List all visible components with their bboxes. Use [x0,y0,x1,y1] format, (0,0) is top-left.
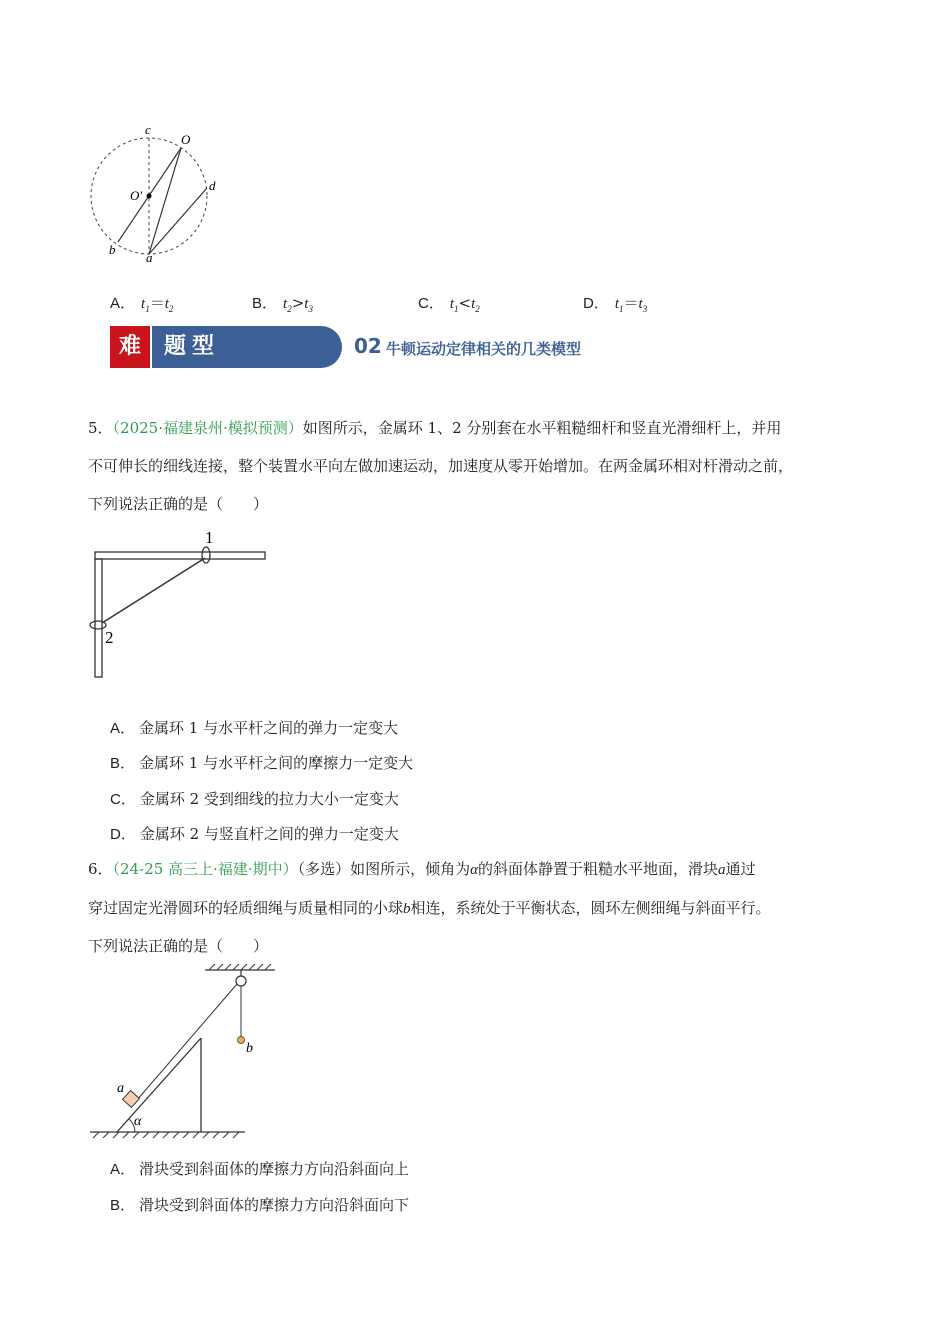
q5-option-c[interactable]: C． 金属环 2 受到细线的拉力大小一定变大 [110,790,399,808]
q6-number: 6． [88,860,113,878]
rings-rod-figure [85,525,275,685]
label-ring-1: 1 [205,528,214,547]
q6-line1: 6．（24-25 高三上·福建·期中）（多选）如图所示，倾角为α的斜面体静置于粗糙水平地面，滑块a通过 [88,860,756,878]
label-b: b [109,242,116,257]
circle-chord-figure [85,120,225,265]
label-block-a: a [117,1081,124,1096]
label-ring-2: 2 [105,628,114,647]
q5-option-a[interactable]: A． 金属环 1 与水平杆之间的弹力一定变大 [110,719,399,737]
label-O-prime: O′ [130,188,143,203]
q4-option-b[interactable]: B． $t_2>t_3$ [252,294,313,314]
q4-option-d[interactable]: D． $t_1=t_3$ [583,294,648,314]
label-d: d [209,178,216,193]
q6-line3: 下列说法正确的是（ ） [88,937,269,955]
q4-option-a[interactable]: A． $t_1=t_2$ [110,294,174,314]
q6-option-a[interactable]: A． 滑块受到斜面体的摩擦力方向沿斜面向上 [110,1160,410,1178]
q5-line2: 不可伸长的细线连接，整个装置水平向左做加速运动，加速度从零开始增加。在两金属环相对杆滑动之前， [88,457,794,475]
q6-option-b[interactable]: B． 滑块受到斜面体的摩擦力方向沿斜面向下 [110,1196,410,1214]
section-banner [110,326,630,368]
q5-number: 5． [88,419,113,437]
q5-option-d[interactable]: D． 金属环 2 与竖直杆之间的弹力一定变大 [110,825,399,843]
label-c: c [145,122,151,137]
difficulty-badge: 难 [110,326,150,368]
q5-option-b[interactable]: B． 金属环 1 与水平杆之间的摩擦力一定变大 [110,754,414,772]
q6-source: （24-25 高三上·福建·期中） [112,860,298,878]
label-O: O [181,132,191,147]
section-title: 牛顿运动定律相关的几类模型 [386,340,582,358]
q5-line1: 5．（2025·福建泉州·模拟预测）如图所示，金属环 1、2 分别套在水平粗糙细杆和竖直光滑细杆上，并用 [88,419,782,437]
q4-option-c[interactable]: C． $t_1<t_2$ [418,294,480,314]
label-ball-b: b [246,1041,253,1056]
section-number: 02 [354,334,382,358]
type-badge: 题型 [152,326,342,368]
q6-line2: 穿过固定光滑圆环的轻质细绳与质量相同的小球b相连，系统处于平衡状态，圆环左侧细绳与斜面平行。 [88,899,771,917]
label-a: a [146,250,153,265]
q5-line3: 下列说法正确的是（ ） [88,495,269,513]
incline-pulley-figure [85,962,285,1142]
label-alpha: α [134,1114,142,1129]
q5-source: （2025·福建泉州·模拟预测） [112,419,303,437]
